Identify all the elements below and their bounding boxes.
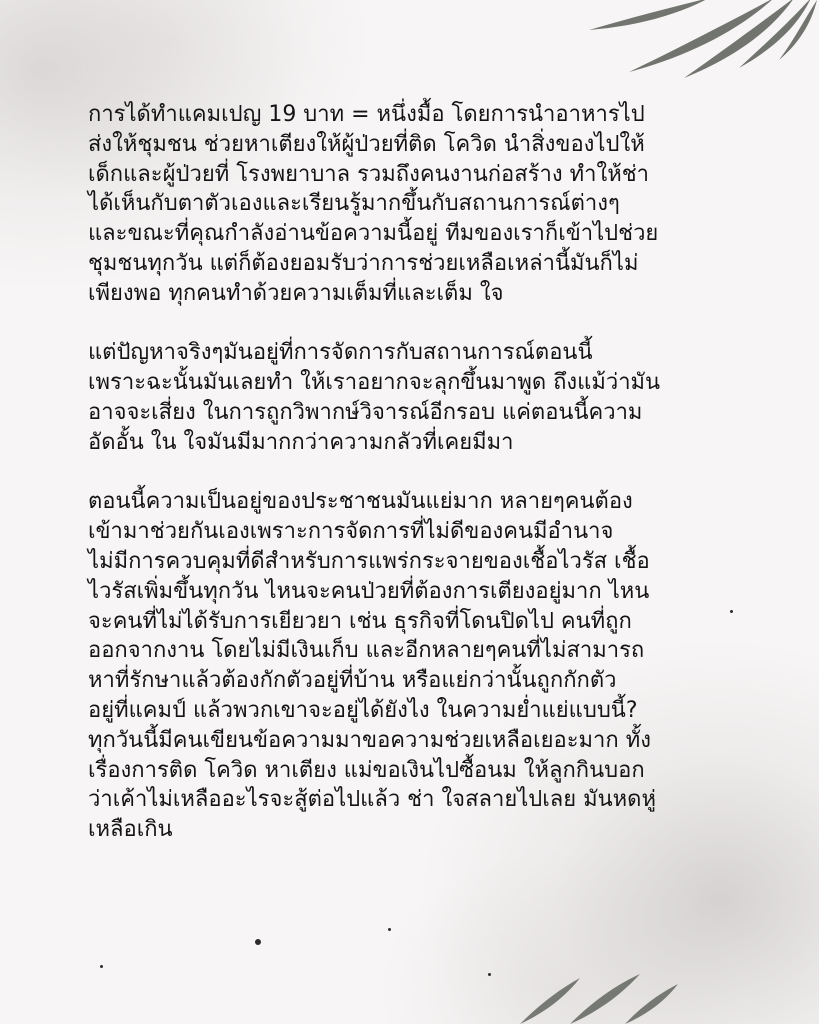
text-line: แต่ปัญหาจริงๆมันอยู่ที่การจัดการกับสถานการณ์ตอนนี้	[88, 340, 593, 366]
text-line: ออกจากงาน โดยไม่มีเงินเก็บ และอีกหลายๆคนที่ไม่สามารถ	[88, 638, 645, 664]
text-line: ตอนนี้ความเป็นอยู่ของประชาชนมันแย่มาก หลายๆคนต้อง	[88, 489, 633, 515]
text-line: ทุกวันนี้มีคนเขียนข้อความมาขอความช่วยเหลือเยอะมาก ทั้ง	[88, 727, 651, 753]
decorative-dot	[488, 973, 491, 976]
decorative-dot	[255, 939, 261, 945]
text-line: จะคนที่ไม่ได้รับการเยียวยา เช่น ธุรกิจที่โดนปิดไป คนที่ถูก	[88, 608, 632, 634]
text-line: ได้เห็นกับตาตัวเองและเรียนรู้มากขึ้นกับสถานการณ์ต่างๆ	[88, 191, 620, 217]
decorative-dot	[388, 928, 391, 931]
text-line: เข้ามาช่วยกันเองเพราะการจัดการที่ไม่ดีของคนมีอำนาจ	[88, 519, 614, 545]
text-line: เด็กและผู้ป่วยที่ โรงพยาบาล รวมถึงคนงานก่อสร้าง ทำให้ช่า	[88, 161, 649, 187]
decorative-dot	[730, 610, 733, 613]
text-line: ไวรัสเพิ่มขึ้นทุกวัน ไหนจะคนป่วยที่ต้องการเตียงอยู่มาก ไหน	[88, 578, 650, 604]
paragraph-3	[88, 487, 728, 845]
text-line: และขณะที่คุณกำลังอ่านข้อความนี้อยู่ ทีมของเราก็เข้าไปช่วย	[88, 221, 659, 247]
text-line: อยู่ที่แคมป์ แล้วพวกเขาจะอยู่ได้ยังไง ในความย่ำแย่แบบนี้?	[88, 697, 638, 723]
decorative-dot	[100, 965, 103, 968]
leaf-cluster-icon	[510, 960, 710, 1024]
text-line: หาที่รักษาแล้วต้องกักตัวอยู่ที่บ้าน หรือแย่กว่านั้นถูกกักตัว	[88, 668, 617, 694]
text-line: เรื่องการติด โควิด หาเตียง แม่ขอเงินไปซื้อนม ให้ลูกกินบอก	[88, 757, 645, 783]
article-body	[88, 100, 728, 845]
text-line: อัดอั้น ใน ใจมันมีมากกว่าความกลัวที่เคยมีมา	[88, 429, 514, 455]
text-line: ไม่มีการควบคุมที่ดีสำหรับการแพร่กระจายของเชื้อไวรัส เชื้อ	[88, 548, 650, 574]
text-line: การได้ทำแคมเปญ 19 บาท = หนึ่งมื้อ โดยการนำอาหารไป	[88, 102, 645, 127]
text-line: ว่าเค้าไม่เหลืออะไรจะสู้ต่อไปแล้ว ช่า ใจสลายไปเลย มันหดหู่	[88, 787, 656, 813]
text-line: ส่งให้ชุมชน ช่วยหาเตียงให้ผู้ป่วยที่ติด โควิด นำสิ่งของไปให้	[88, 131, 645, 157]
paragraph-2	[88, 338, 728, 457]
text-line: อาจจะเสี่ยง ในการถูกวิพากษ์วิจารณ์อีกรอบ แค่ตอนนี้ความ	[88, 399, 643, 425]
paragraph-1	[88, 100, 728, 309]
text-line: เหลือเกิน	[88, 817, 173, 843]
text-line: เพียงพอ ทุกคนทำด้วยความเต็มที่และเต็ม ใจ	[88, 280, 504, 306]
text-line: ชุมชนทุกวัน แต่ก็ต้องยอมรับว่าการช่วยเหลือเหล่านี้มันก็ไม่	[88, 250, 639, 276]
text-line: เพราะฉะนั้นมันเลยทำ ให้เราอยากจะลุกขึ้นมาพูด ถึงแม้ว่ามัน	[88, 370, 661, 396]
